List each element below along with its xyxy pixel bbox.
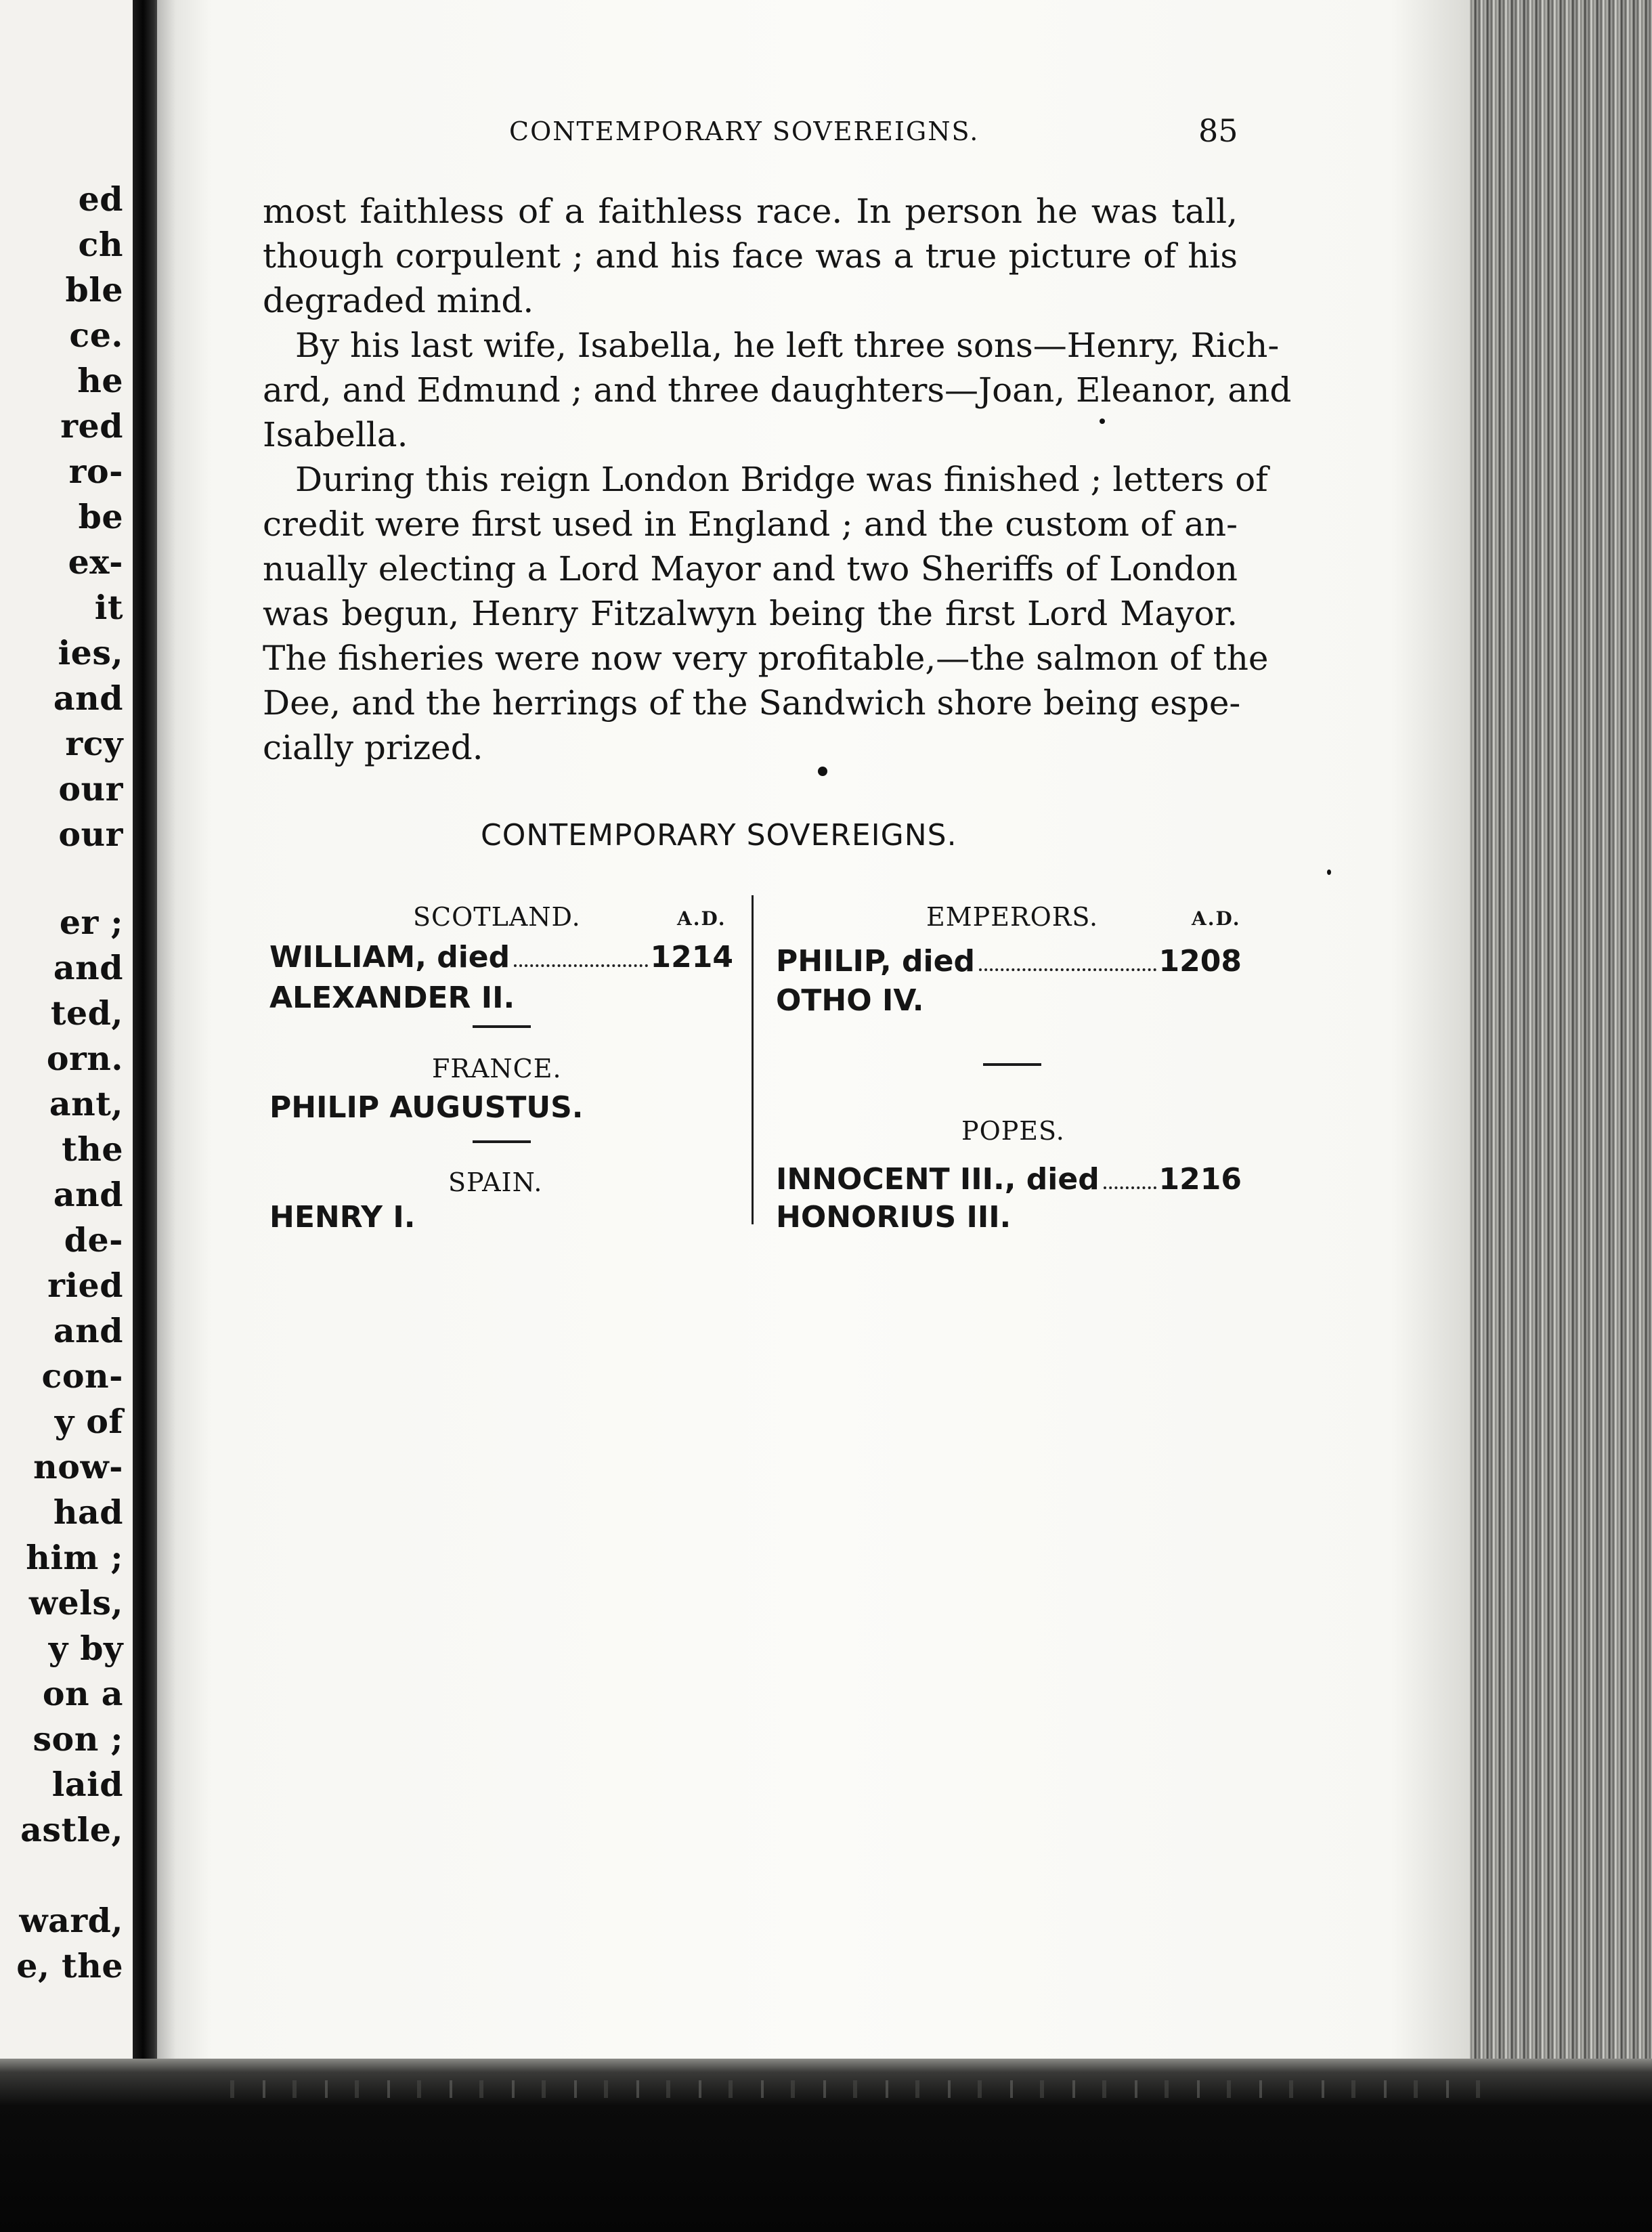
left-page-line: had — [53, 1493, 123, 1532]
body-line: cially prized. — [263, 728, 483, 767]
left-page-line: and — [53, 948, 123, 987]
sovereign-entry-william — [269, 940, 733, 974]
sovereign-name: INNOCENT III., died — [776, 1162, 1100, 1197]
sovereign-entry-henry-i: HENRY I. — [269, 1200, 416, 1235]
body-line: During this reign London Bridge was finished ; letters of — [295, 460, 1268, 499]
left-page-line: y by — [48, 1629, 123, 1668]
left-page-line: and — [53, 1311, 123, 1350]
sovereign-year: 1208 — [1158, 944, 1242, 979]
ink-speck — [1100, 418, 1105, 424]
left-page-line: ed — [78, 179, 123, 219]
left-page-line: ward, — [19, 1901, 123, 1940]
left-page-line: rcy — [65, 724, 123, 763]
scotland-heading: SCOTLAND. — [413, 902, 581, 932]
ad-label: A.D. — [1192, 907, 1241, 930]
sovereign-entry-philip — [776, 944, 1242, 979]
sovereign-entry-alexander: ALEXANDER II. — [269, 981, 515, 1015]
sovereign-name: PHILIP, died — [776, 944, 975, 979]
sovereign-entry-otho: OTHO IV. — [776, 983, 924, 1018]
sovereign-entry-innocent — [776, 1162, 1242, 1197]
left-page-line: con- — [41, 1356, 123, 1396]
left-page-line: ies, — [58, 633, 123, 672]
popes-heading: POPES. — [961, 1116, 1065, 1146]
sovereign-year: 1214 — [650, 940, 733, 974]
leader-dots — [979, 968, 1156, 971]
ink-speck — [818, 767, 827, 776]
section-rule — [983, 1063, 1041, 1066]
body-line: ard, and Edmund ; and three daughters—Joan, Eleanor, and — [263, 370, 1292, 410]
ink-speck — [1327, 870, 1331, 875]
left-page-line: de- — [64, 1220, 123, 1260]
sovereign-year: 1216 — [1158, 1162, 1242, 1197]
spain-heading: SPAIN. — [448, 1167, 543, 1197]
left-page-line: our — [58, 769, 123, 809]
leader-dots — [514, 964, 647, 967]
left-page-line: e, the — [16, 1946, 123, 1986]
left-page — [0, 0, 133, 2092]
leader-dots — [1104, 1186, 1156, 1189]
body-line: credit were first used in England ; and the custom of an- — [263, 505, 1238, 544]
left-page-line: astle, — [20, 1810, 123, 1849]
body-line: most faithless of a faithless race. In person he was tall, — [263, 192, 1238, 231]
page-edge-stack — [1469, 0, 1652, 2106]
left-page-line: ex- — [68, 542, 123, 582]
ad-label: A.D. — [677, 907, 726, 930]
body-line: Isabella. — [263, 415, 408, 454]
left-page-line: be — [78, 497, 123, 536]
left-page-line: laid — [51, 1765, 123, 1804]
left-page-line: ce. — [69, 316, 123, 355]
left-page-line: ant, — [49, 1084, 123, 1123]
body-line: degraded mind. — [263, 281, 534, 320]
body-line: nually electing a Lord Mayor and two Sheriffs of London — [263, 549, 1238, 588]
left-page-line: our — [58, 815, 123, 854]
body-line: By his last wife, Isabella, he left three sons—Henry, Rich- — [295, 326, 1280, 365]
left-page-line: it — [94, 588, 123, 627]
left-page-line: on a — [42, 1674, 123, 1713]
sovereign-entry-philip-augustus: PHILIP AUGUSTUS. — [269, 1090, 584, 1125]
left-page-line: ch — [78, 225, 123, 264]
left-page-line: now- — [33, 1447, 123, 1486]
left-page-line: and — [53, 679, 123, 718]
left-page-line: ro- — [68, 452, 123, 491]
sovereign-name: WILLIAM, died — [269, 940, 510, 974]
emperors-heading: EMPERORS. — [926, 902, 1099, 932]
left-page-line: wels, — [28, 1583, 123, 1623]
france-heading: FRANCE. — [432, 1054, 562, 1083]
running-head: CONTEMPORARY SOVEREIGNS. — [509, 116, 980, 146]
left-page-line: he — [77, 361, 123, 400]
body-line: Dee, and the herrings of the Sandwich shore being espe- — [263, 683, 1241, 723]
left-page-line: the — [62, 1130, 123, 1169]
left-page-line: and — [53, 1175, 123, 1214]
body-line: The fisheries were now very profitable,—the salmon of the — [263, 639, 1269, 678]
sovereign-entry-honorius: HONORIUS III. — [776, 1200, 1012, 1235]
left-page-line: orn. — [46, 1039, 123, 1078]
left-page-line: er ; — [59, 903, 123, 942]
left-page-line: red — [60, 406, 123, 446]
sovereigns-heading: CONTEMPORARY SOVEREIGNS. — [481, 818, 957, 853]
left-page-line: y of — [54, 1402, 123, 1441]
left-page-line: ble — [65, 270, 123, 309]
column-divider — [752, 895, 754, 1224]
scan-bottom-noise — [203, 2080, 1490, 2098]
section-rule — [473, 1140, 531, 1143]
left-page-line: ted, — [50, 993, 123, 1033]
left-page-line: son ; — [32, 1719, 123, 1759]
left-page-line: ried — [47, 1266, 123, 1305]
left-page-line: him ; — [26, 1538, 123, 1577]
body-line: though corpulent ; and his face was a true picture of his — [263, 236, 1238, 276]
section-rule — [473, 1025, 531, 1028]
page-number: 85 — [1198, 112, 1238, 149]
body-line: was begun, Henry Fitzalwyn being the first Lord Mayor. — [263, 594, 1238, 633]
